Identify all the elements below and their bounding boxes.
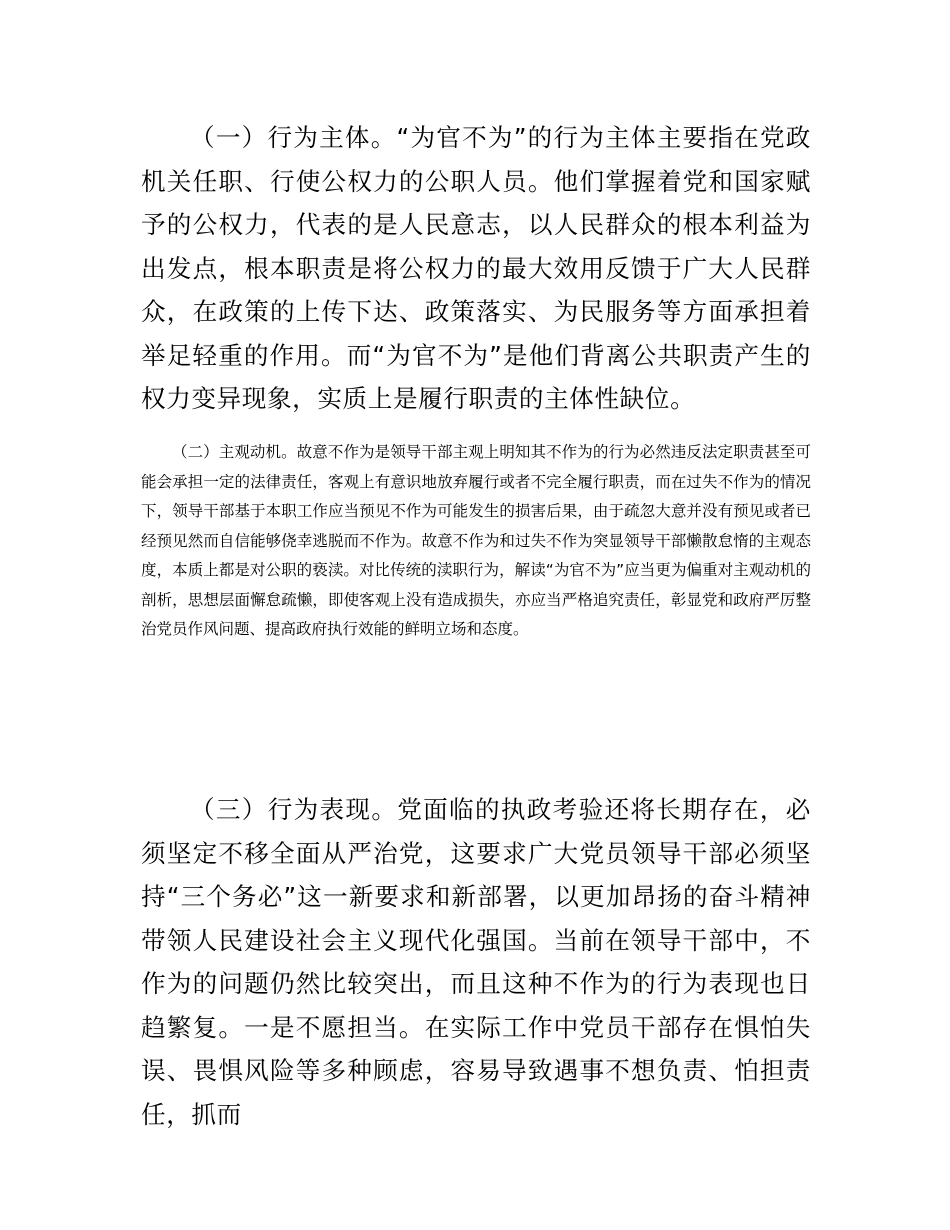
paragraph-behavior-subject: （一）行为主体。“为官不为”的行为主体主要指在党政机关任职、行使公权力的公职人员。他们掌握着党和国家赋予的公权力，代表的是人民意志，以人民群众的根本利益为出发点，根本职责是将公权力的最大效用反馈于广大人民群众，在政策的上传下达、政策落实、为民服务等方面承担着举足轻重的作用。而“为官不为”是他们背离公共职责产生的权力变异现象，实质上是履行职责的主体性缺位。 [141,123,811,413]
paragraph-behavior-manifestation: （三）行为表现。党面临的执政考验还将长期存在，必须坚定不移全面从严治党，这要求广大党员领导干部必须坚持“三个务必”这一新要求和新部署，以更加昂扬的奋斗精神带领人民建设社会主义现代化强国。当前在领导干部中，不作为的问题仍然比较突出，而且这种不作为的行为表现也日趋繁复。一是不愿担当。在实际工作中党员干部存在惧怕失误、畏惧风险等多种顾虑，容易导致遇事不想负责、怕担责任，抓而 [141,795,811,1129]
paragraph-subjective-motive: （二）主观动机。故意不作为是领导干部主观上明知其不作为的行为必然违反法定职责甚至可能会承担一定的法律责任，客观上有意识地放弃履行或者不完全履行职责，而在过失不作为的情况下，领导干部基于本职工作应当预见不作为可能发生的损害后果，由于疏忽大意并没有预见或者已经预见然而自信能够侥幸逃脱而不作为。故意不作为和过失不作为突显领导干部懒散怠惰的主观态度，本质上都是对公职的亵渎。对比传统的渎职行为，解读“为官不为”应当更为偏重对主观动机的剖析，思想层面懈怠疏懒，即使客观上没有造成损失，亦应当严格追究责任，彰显党和政府严厉整治党员作风问题、提高政府执行效能的鲜明立场和态度。 [141,443,811,638]
